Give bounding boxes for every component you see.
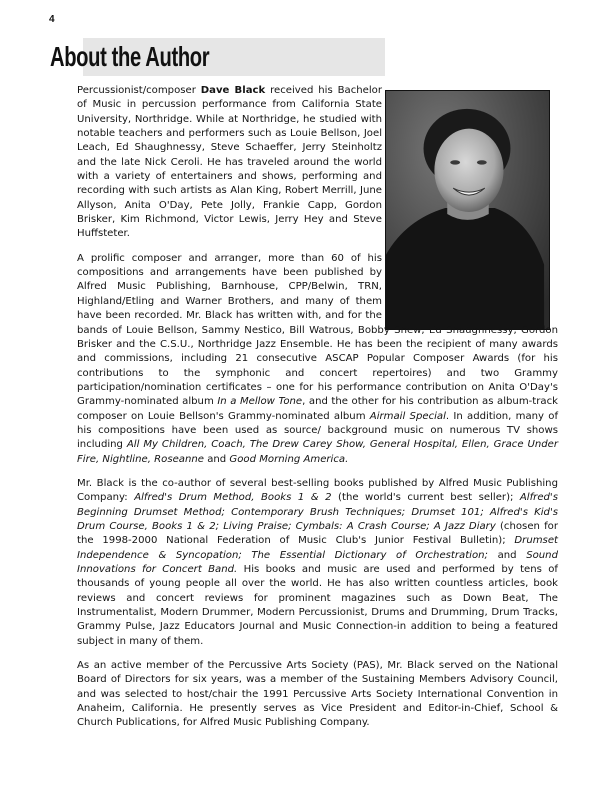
text-segment: , and the other for his contribution as album-track composer on Louie Bellson's Grammy-nominated album (77, 396, 558, 422)
tv-show-title: Good Morning America. (229, 453, 349, 465)
text-segment: His books and music are used and performed by tens of thousands of young people all over the world. He has also written countless articles, book reviews and concert reviews for prominent magazines such as Down Beat, The Instrumentalist, Modern Drummer, Modern Percussionist, Drums and Drumming, Drum Tracks, Grammy Pulse, Jazz Educators Journal and Music Connection-in addition to being a featured subject in many of them. (77, 564, 558, 647)
page-number: 4 (49, 14, 55, 25)
book-title: Sound Innovations for Concert Band. (77, 549, 558, 575)
text-segment: A prolific composer and arranger, more than 60 of his compositions and arrangements have been published by Alfred Music Publishing, Barnhouse, CPP/Belwin, TRN, Highland/Etling and Warner Brothers, and many of them have been recorded. Mr. Black has written with, and for the bands of Louie Bellson, Sammy Nestico, Bill Watrous, Bobby Shew, Ed Shaughnessy, Gordon Brisker and the C.S.U., Northridge Jazz Ensemble. He has been the recipient of many awards and commissions, including 21 consecutive ASCAP Popular Composer Awards (for his contributions to the symphonic and concert repertoires) and two Grammy participation/nomination certificates – one for his performance contribution on Anita O'Day's Grammy-nominated album (77, 252, 558, 408)
text-segment: (the world's current best seller); (331, 492, 520, 504)
biography-text (77, 84, 558, 741)
book-titles: Drumset Independence & Syncopation; The Essential Dictionary of Orchestration; (77, 535, 558, 561)
photo-spacer (382, 84, 558, 322)
bio-paragraph-3 (77, 477, 558, 649)
book-title: Alfred's Drum Method, Books 1 & 2 (134, 492, 332, 504)
page-title: About the Author (50, 41, 210, 72)
album-title: Airmail Special (369, 410, 446, 422)
text-segment: received his Bachelor of Music in percussion performance from California State University, Northridge. While at Northridge, he studied with notable teachers and performers such as Louie Bellson, Joel Leach, Ed Shaughnessy, Steve Schaeffer, Jerry Steinholtz and the late Nick Ceroli. He has traveled around the world with a variety of entertainers and shows, performing and recording with such artists as Alan King, Robert Merrill, June Allyson, Anita O'Day, Pete Jolly, Frankie Capp, Gordon Brisker, Kim Richmond, Victor Lewis, Jerry Hey and Steve Huffsteter. (77, 85, 382, 240)
text-segment: (chosen for the 1998-2000 National Federation of Music Club's Junior Festival Bulletin); (77, 520, 558, 547)
album-title: In a Mellow Tone (217, 396, 303, 408)
text-segment: and (204, 453, 230, 465)
author-name: Dave Black (200, 85, 266, 96)
text-segment: and (487, 549, 527, 561)
text-segment: Mr. Black is the co-author of several best-selling books published by Alfred Music Publishing Company: (77, 477, 558, 504)
tv-show-titles: All My Children, Coach, The Drew Carey Show, General Hospital, Ellen, Grace Under Fire, Nightline, Roseanne (77, 439, 558, 465)
book-titles: Alfred's Beginning Drumset Method; Contemporary Brush Techniques; Drumset 101; Alfred's Kid's Drum Course, Books 1 & 2; Living Praise; Cymbals: A Crash Course; A Jazz Diary (77, 492, 558, 532)
text-segment: As an active member of the Percussive Arts Society (PAS), Mr. Black served on the National Board of Directors for six years, was a member of the Sustaining Members Advisory Council, and was selected to host/chair the 1991 Percussive Arts Society International Convention in Anaheim, California. He presently serves as Vice President and Editor-in-Chief, School & Church Publications, for Alfred Music Publishing Company. (77, 660, 558, 729)
text-segment: Percussionist/composer (77, 85, 201, 96)
text-segment: . In addition, many of his compositions have been used as source/ background music on numerous TV shows including (77, 410, 559, 451)
bio-paragraph-4 (77, 659, 558, 731)
